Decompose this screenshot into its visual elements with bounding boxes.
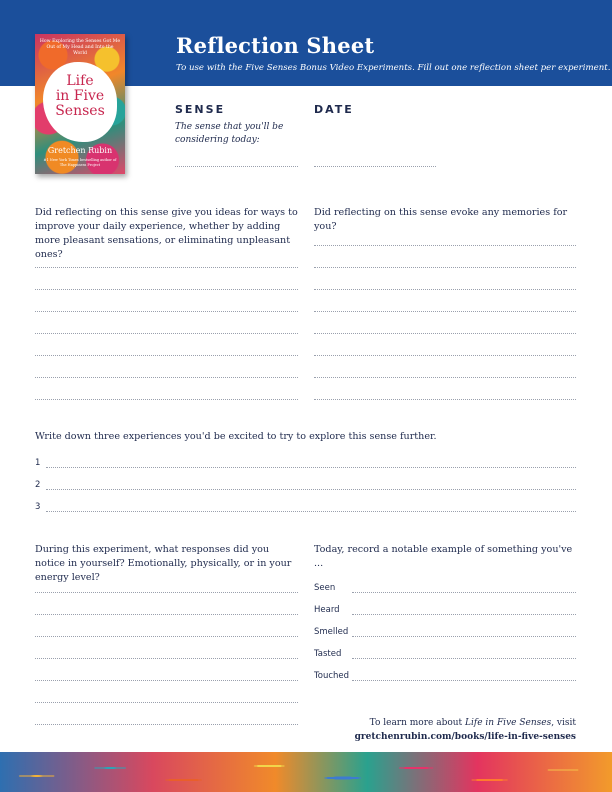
sense-touched-field[interactable] xyxy=(352,680,576,681)
question-daily-experience: Did reflecting on this sense give you ideas for ways to improve your daily experience, whether by adding more pleasant sensations, or eliminating unpleasant ones? xyxy=(35,207,298,260)
answer-line[interactable] xyxy=(35,680,298,681)
book-title-line1: Life xyxy=(66,73,94,89)
answer-line[interactable] xyxy=(35,399,298,400)
answer-line[interactable] xyxy=(35,333,298,334)
footer-url[interactable]: gretchenrubin.com/books/life-in-five-senses xyxy=(354,732,576,742)
page-subtitle: To use with the Five Senses Bonus Video Experiments. Fill out one reflection sheet per experiment. xyxy=(176,63,611,73)
book-title-line2: in Five xyxy=(55,88,105,104)
answer-line[interactable] xyxy=(35,614,298,615)
answer-line[interactable] xyxy=(35,658,298,659)
book-title xyxy=(43,74,117,119)
item-number: 1 xyxy=(35,458,41,468)
sense-tasted-field[interactable] xyxy=(352,658,576,659)
answer-line[interactable] xyxy=(314,267,576,268)
footer-suffix: , visit xyxy=(551,718,576,728)
question-notable-example: Today, record a notable example of something you've ... xyxy=(314,544,573,569)
answer-line[interactable] xyxy=(35,702,298,703)
sense-label: SENSE xyxy=(175,103,226,116)
sense-seen-field[interactable] xyxy=(352,592,576,593)
question-memories: Did reflecting on this sense evoke any memories for you? xyxy=(314,207,568,232)
sense-smelled-label: Smelled xyxy=(314,627,349,637)
sense-smelled-field[interactable] xyxy=(352,636,576,637)
answer-line[interactable] xyxy=(314,311,576,312)
answer-line[interactable] xyxy=(314,333,576,334)
footer-line-1 xyxy=(355,716,576,730)
page-title: Reflection Sheet xyxy=(176,33,375,58)
answer-line[interactable] xyxy=(35,289,298,290)
experience-line-1[interactable] xyxy=(46,467,576,468)
book-title-line3: Senses xyxy=(55,103,105,119)
sense-hint: The sense that you'll be considering today: xyxy=(175,122,284,145)
book-tagline: How Exploring the Senses Got Me Out of My Head and Into the World xyxy=(39,39,121,56)
answer-line[interactable] xyxy=(314,355,576,356)
book-author: Gretchen Rubin xyxy=(47,146,113,155)
answer-line[interactable] xyxy=(314,289,576,290)
answer-line[interactable] xyxy=(314,377,576,378)
question-responses: During this experiment, what responses did you notice in yourself? Emotionally, physically, or in your energy level? xyxy=(35,544,292,583)
experience-line-3[interactable] xyxy=(46,511,576,512)
sense-field[interactable] xyxy=(175,166,298,167)
date-field[interactable] xyxy=(314,166,436,167)
answer-line[interactable] xyxy=(35,724,298,725)
item-number: 2 xyxy=(35,480,41,490)
book-blurb: #1 New York Times bestselling author of The Happiness Project xyxy=(43,158,117,167)
painted-flowers-border xyxy=(0,752,612,792)
answer-line[interactable] xyxy=(35,355,298,356)
sense-tasted-label: Tasted xyxy=(314,649,342,659)
answer-line[interactable] xyxy=(35,311,298,312)
answer-line[interactable] xyxy=(314,399,576,400)
sense-heard-field[interactable] xyxy=(352,614,576,615)
sense-touched-label: Touched xyxy=(314,671,350,681)
answer-line[interactable] xyxy=(35,267,298,268)
question-three-experiences: Write down three experiences you'd be excited to try to explore this sense further. xyxy=(35,431,437,442)
footer-book-title: Life in Five Senses xyxy=(465,718,552,728)
experience-line-2[interactable] xyxy=(46,489,576,490)
answer-line[interactable] xyxy=(35,592,298,593)
book-cover-image xyxy=(35,34,125,174)
answer-line[interactable] xyxy=(35,377,298,378)
sense-seen-label: Seen xyxy=(314,583,336,593)
footer-prefix: To learn more about xyxy=(369,718,466,728)
footer-note xyxy=(355,716,576,744)
sense-heard-label: Heard xyxy=(314,605,340,615)
date-label: DATE xyxy=(314,103,354,116)
item-number: 3 xyxy=(35,502,41,512)
answer-line[interactable] xyxy=(314,245,576,246)
answer-line[interactable] xyxy=(35,636,298,637)
